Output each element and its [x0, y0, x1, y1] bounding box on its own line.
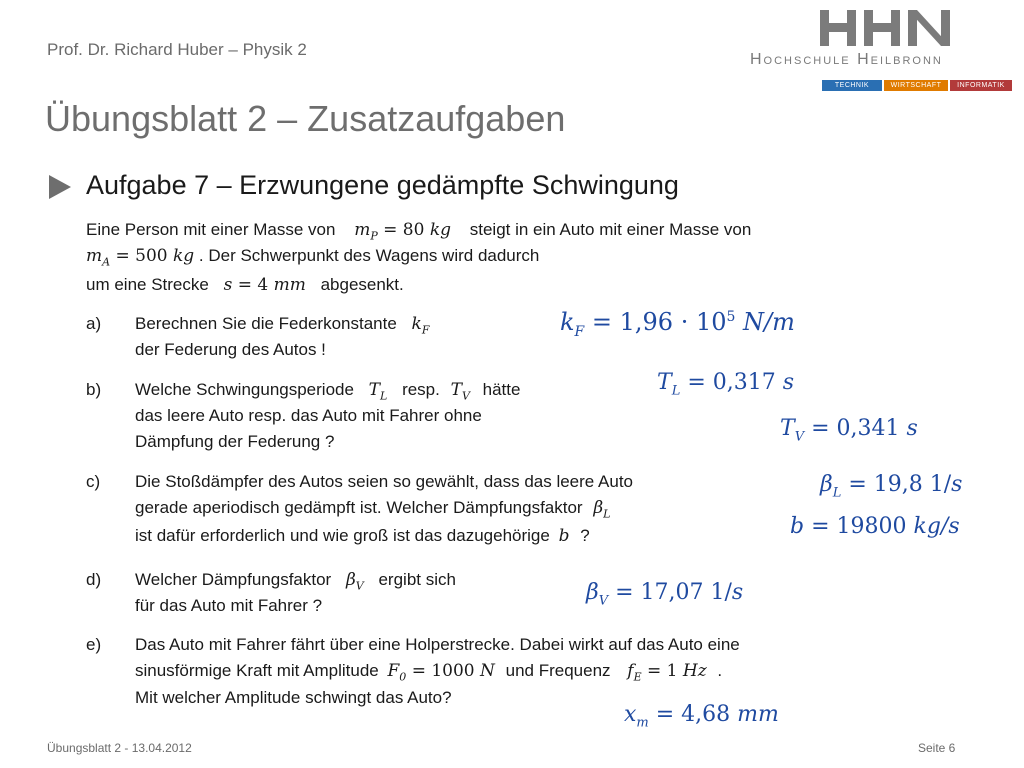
intro-text: abgesenkt.: [320, 275, 404, 294]
item-c-line-2: gerade aperiodisch gedämpft ist. Welcher Dämpfungsfaktor $\beta_L$: [135, 498, 611, 521]
answer-betaL: $\beta_L = 19,8$ 1/s: [820, 472, 963, 501]
logo-tag-informatik: INFORMATIK: [950, 80, 1012, 91]
header-author: Prof. Dr. Richard Huber – Physik 2: [47, 40, 307, 59]
footer-page-number: Seite 6: [918, 741, 956, 755]
item-a-line-1: Berechnen Sie die Federkonstante $k_F$: [135, 314, 430, 337]
item-a-line-2: der Federung des Autos !: [135, 340, 326, 359]
item-d-label: d): [86, 570, 102, 589]
item-e-line-2: sinusförmige Kraft mit Amplitude $F_0 = 1000$ N und Frequenz $f_E = 1$ Hz .: [135, 661, 723, 684]
logo-wordmark: Hochschule Heilbronn: [750, 51, 943, 68]
answer-TL: $T_L = 0,317$ s: [657, 370, 795, 399]
page-title: Übungsblatt 2 – Zusatzaufgaben: [45, 98, 566, 139]
answer-kF: $k_F = 1,96 \cdot 10^5$ N/m: [560, 308, 795, 340]
item-c-line-3: ist dafür erforderlich und wie groß ist das dazugehörige b ?: [135, 526, 590, 546]
intro-text: . Der Schwerpunkt des Wagens wird dadurch: [198, 246, 540, 265]
answer-xm: $x_m = 4,68$ mm: [624, 702, 779, 731]
intro-text: steigt in ein Auto mit einer Masse von: [469, 220, 752, 239]
hhn-logo-mark: [820, 10, 950, 46]
item-b-label: b): [86, 380, 102, 399]
math-mA: $m_A = 500$ kg: [86, 246, 195, 269]
intro-text: Eine Person mit einer Masse von: [86, 220, 336, 239]
intro-text: um eine Strecke: [86, 275, 209, 294]
item-e-line-1: Das Auto mit Fahrer fährt über eine Holperstrecke. Dabei wirkt auf das Auto eine: [135, 635, 740, 654]
item-c-line-1: Die Stoßdämpfer des Autos seien so gewählt, dass das leere Auto: [135, 472, 634, 491]
math-mP: $m_P = 80$ kg: [354, 220, 451, 243]
task-heading: Aufgabe 7 – Erzwungene gedämpfte Schwingung: [86, 170, 679, 200]
intro-line-1: [86, 220, 751, 242]
item-c-label: c): [86, 472, 101, 491]
item-a-label: a): [86, 314, 102, 333]
intro-line-3: [86, 275, 404, 295]
logo-tag-technik: TECHNIK: [822, 80, 882, 91]
footer-left: Übungsblatt 2 - 13.04.2012: [47, 741, 192, 755]
math-s: s = 4 mm: [223, 275, 306, 295]
hhn-logo: [820, 10, 950, 46]
answer-betaV: $\beta_V = 17,07$ 1/s: [586, 580, 744, 609]
answer-TV: $T_V = 0,341$ s: [780, 416, 918, 445]
item-e-line-3: Mit welcher Amplitude schwingt das Auto?: [135, 688, 452, 707]
item-e-label: e): [86, 635, 102, 654]
item-d-line-2: für das Auto mit Fahrer ?: [135, 596, 323, 615]
answer-b: b = 19800 kg/s: [790, 514, 960, 539]
bullet-triangle-icon: [47, 174, 73, 205]
item-b-line-2: das leere Auto resp. das Auto mit Fahrer ohne: [135, 406, 482, 425]
item-b-line-3: Dämpfung der Federung ?: [135, 432, 335, 451]
item-b-line-1: Welche Schwingungsperiode $T_L$ resp. $T_V$ hätte: [135, 380, 521, 403]
item-d-line-1: Welcher Dämpfungsfaktor $\beta_V$ ergibt sich: [135, 570, 456, 593]
logo-tag-wirtschaft: WIRTSCHAFT: [884, 80, 948, 91]
intro-line-2: [86, 246, 539, 268]
